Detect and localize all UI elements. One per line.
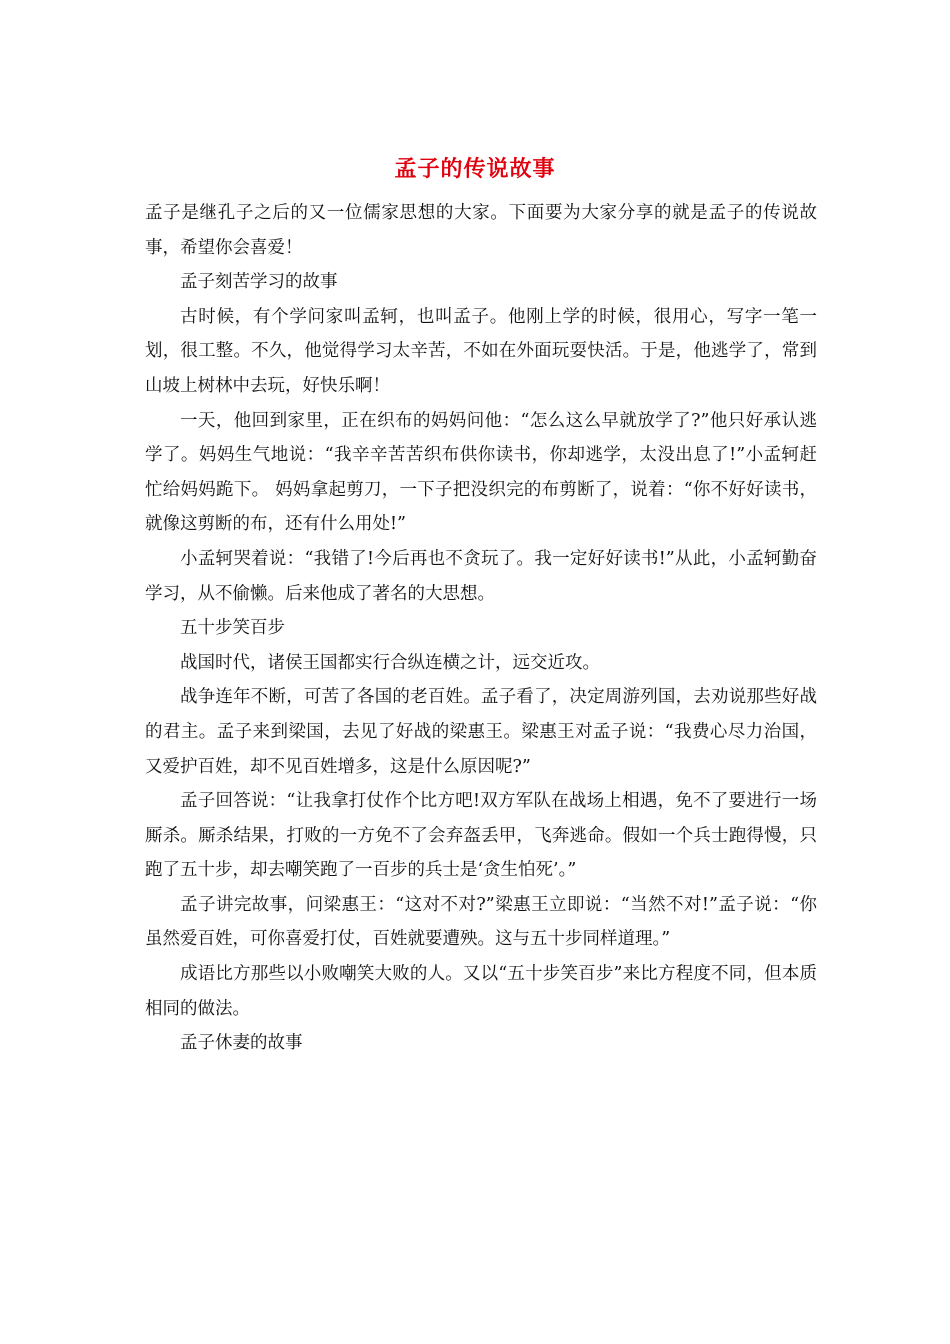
paragraph: 一天，他回到家里，正在织布的妈妈问他：“怎么这么早就放学了?”他只好承认逃学了。妈妈生气地说：“我辛辛苦苦织布供你读书，你却逃学，太没出息了!”小孟轲赶忙给妈妈跪下。 妈妈拿起剪刀，一下子把没织完的布剪断了，说着：“你不好好读书，就像这剪断的布，还有什么用处!” — [145, 410, 817, 535]
document-title: 孟子的传说故事 — [394, 156, 556, 182]
document-body — [145, 196, 817, 1061]
intro-paragraph: 孟子是继孔子之后的又一位儒家思想的大家。下面要为大家分享的就是孟子的传说故事，希望你会喜爱！ — [145, 203, 817, 258]
paragraph: 小孟轲哭着说：“我错了!今后再也不贪玩了。我一定好好读书!”从此，小孟轲勤奋学习，从不偷懒。后来他成了著名的大思想。 — [145, 548, 817, 604]
paragraph: 古时候，有个学问家叫孟轲，也叫孟子。他刚上学的时候，很用心，写字一笔一划，很工整。不久，他觉得学习太辛苦，不如在外面玩耍快活。于是，他逃学了，常到山坡上树林中去玩，好快乐啊！ — [145, 306, 817, 396]
paragraph: 孟子回答说：“让我拿打仗作个比方吧!双方军队在战场上相遇，免不了要进行一场厮杀。厮杀结果，打败的一方免不了会弃盔丢甲，飞奔逃命。假如一个兵士跑得慢，只跑了五十步，却去嘲笑跑了一百步的兵士是‘贪生怕死’。” — [145, 791, 817, 881]
section-heading: 五十步笑百步 — [180, 618, 285, 639]
paragraph: 孟子讲完故事，问梁惠王：“这对不对?”梁惠王立即说：“当然不对!”孟子说：“你虽然爱百姓，可你喜爱打仗，百姓就要遭殃。这与五十步同样道理。” — [145, 894, 817, 950]
paragraph: 战争连年不断，可苦了各国的老百姓。孟子看了，决定周游列国，去劝说那些好战的君主。孟子来到梁国，去见了好战的梁惠王。梁惠王对孟子说：“我费心尽力治国，又爱护百姓，却不见百姓增多，这是什么原因呢?” — [145, 687, 817, 777]
section-heading: 孟子刻苦学习的故事 — [180, 272, 338, 293]
paragraph: 成语比方那些以小败嘲笑大败的人。又以“五十步笑百步”来比方程度不同，但本质相同的做法。 — [145, 964, 817, 1019]
paragraph: 战国时代，诸侯王国都实行合纵连横之计，远交近攻。 — [180, 652, 600, 673]
section-heading: 孟子休妻的故事 — [180, 1033, 303, 1054]
